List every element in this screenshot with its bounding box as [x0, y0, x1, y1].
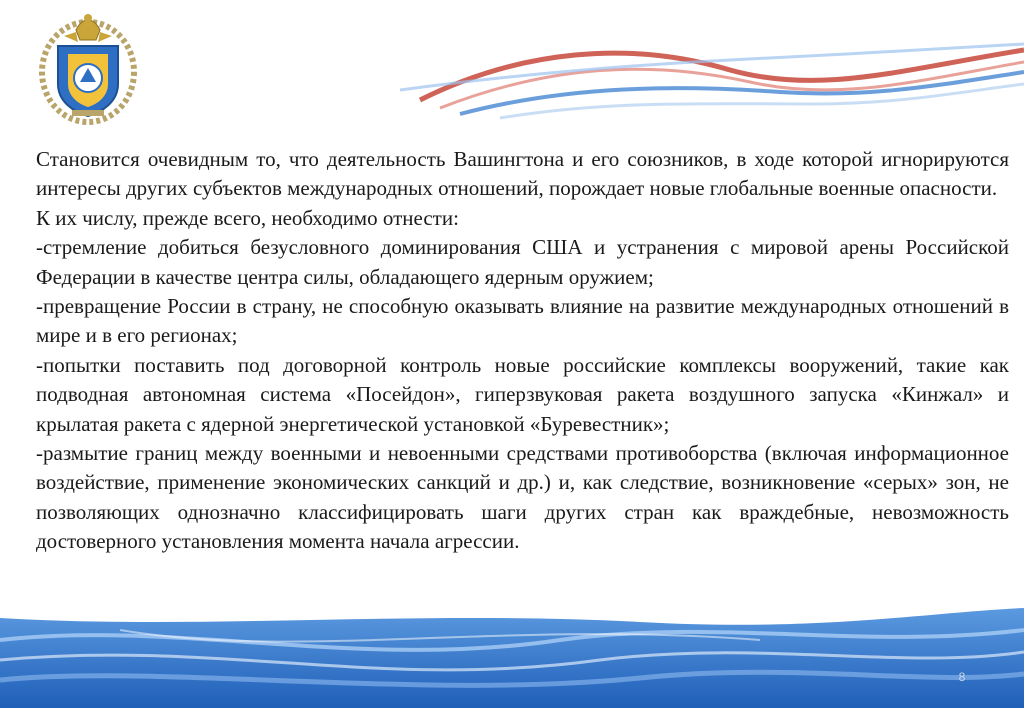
paragraph-item-3: -попытки поставить под договорной контроль новые российские комплексы вооружений, такие как подводная автономная система «Посейдон», гиперзвуковая ракета воздушного запуска «Кинжал» и крылатая ракета с ядерной энергетической установкой «Буревестник»; — [36, 352, 1009, 436]
paragraph-intro: Становится очевидным то, что деятельность Вашингтона и его союзников, в ходе которой игнорируются интересы других субъектов международных отношений, порождает новые глобальные военные опасности. — [36, 147, 1009, 201]
decorative-waves-bottom — [0, 600, 1024, 708]
decorative-waves-top — [400, 30, 1024, 120]
paragraph-list-intro: К их числу, прежде всего, необходимо отнести: — [36, 205, 459, 230]
main-text — [36, 145, 1009, 557]
page-number: 8 — [958, 670, 966, 684]
paragraph-item-2: -превращение России в страну, не способную оказывать влияние на развитие международных отношений в мире и в его регионах; — [36, 294, 1009, 348]
paragraph-item-4: -размытие границ между военными и невоенными средствами противоборства (включая информационное воздействие, применение экономических санкций и др.) и, как следствие, возникновение «серых» зон, не позволяющих однозначно классифицировать шаги других стран как враждебные, невозможность достоверного установления момента начала агрессии. — [36, 441, 1009, 554]
paragraph-item-1: -стремление добиться безусловного доминирования США и устранения с мировой арены Российской Федерации в качестве центра силы, обладающего ядерным оружием; — [36, 235, 1009, 289]
military-emblem-icon — [36, 6, 140, 126]
